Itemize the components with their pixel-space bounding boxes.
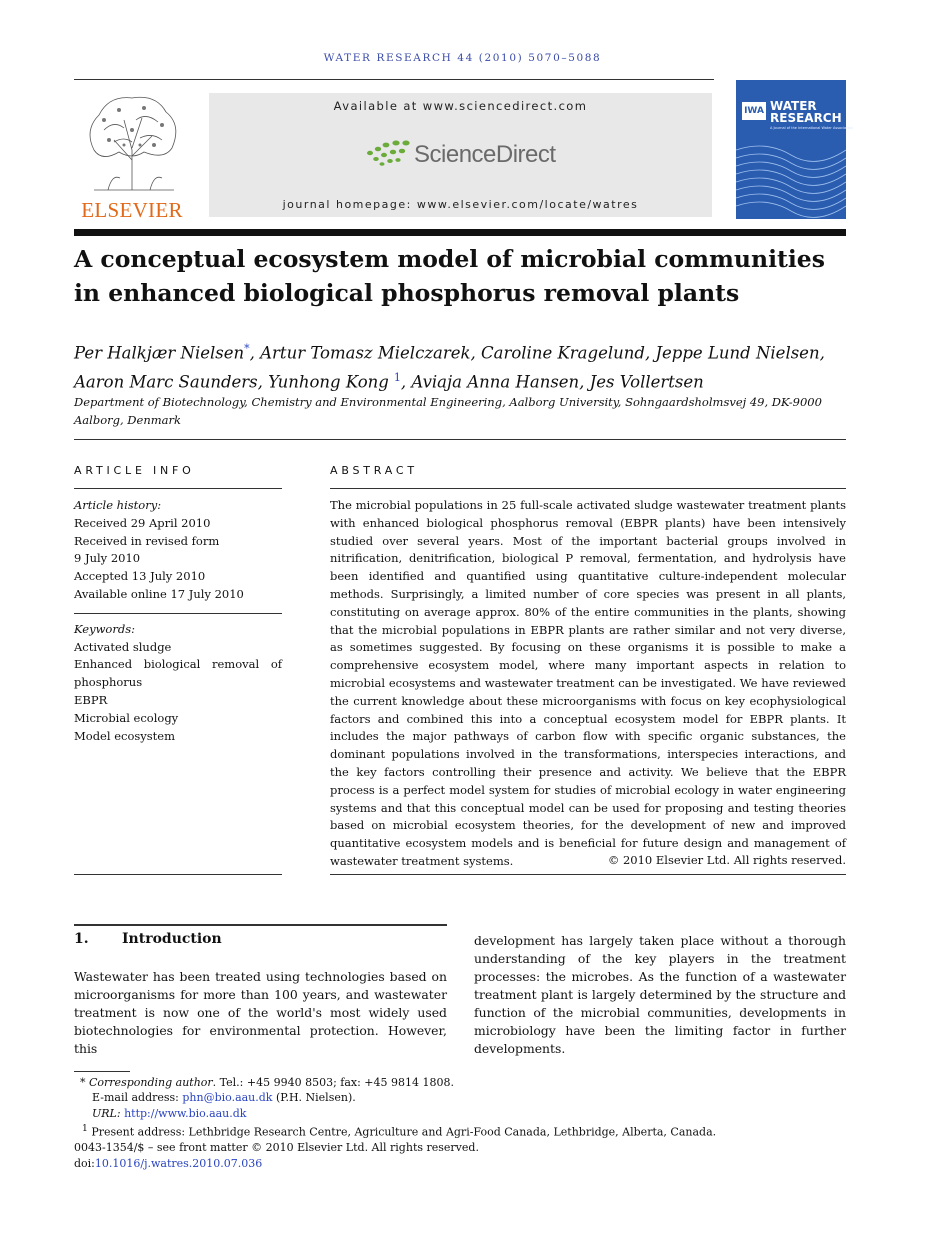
footnote-rule (74, 1071, 130, 1072)
history-item: Available online 17 July 2010 (74, 586, 244, 601)
keywords-label: Keywords: (74, 621, 135, 636)
email-link[interactable]: phn@bio.aau.dk (182, 1091, 273, 1105)
corresponding-author-mark[interactable]: * (244, 342, 250, 355)
article-title: A conceptual ecosystem model of microbial communities in enhanced biological phosphorus removal plants (74, 245, 825, 307)
article-info-rule (74, 488, 282, 489)
author-name: Per Halkjær Nielsen (74, 343, 245, 363)
footnotes: * Corresponding author. Tel.: +45 9940 8503; fax: +45 9814 1808. E-mail address: phn@bio.aau.dk (P.H. Nielsen). URL: http://www.bio.aau.dk $^1$ Present address: Lethbridge Research Centre, Agriculture and Agri-Food Canada, Lethbridge, Alberta, Canada. 0043-1354/$ – see front matter © 2010 Elsevier Ltd. All rights reserved. doi:10.1016/j.watres.2010.07.036 (74, 1076, 717, 1170)
abstract-rule (330, 488, 846, 489)
author-list: Per Halkjær Nielsen*, Artur Tomasz Mielczarek, Caroline Kragelund, Jeppe Lund Nielsen, Aaron Marc Saunders, Yunhong Kong $^1$, Aviaja Anna Hansen, Jes Vollertsen (74, 342, 825, 391)
doi-link[interactable]: 10.1016/j.watres.2010.07.036 (94, 1156, 263, 1170)
keyword: Model ecosystem (74, 728, 176, 743)
affiliation: Department of Biotechnology, Chemistry and Environmental Engineering, Aalborg University, Sohngaardsholmsvej 49, DK-9000 Aalborg, Denmark (74, 395, 822, 427)
issn-line: 0043-1354/$ – see front matter © 2010 Elsevier Ltd. All rights reserved. (74, 1141, 479, 1155)
sciencedirect-wordmark: ScienceDirect (414, 141, 556, 168)
iwa-logo: IWA (742, 102, 766, 120)
abstract-copyright: © 2010 Elsevier Ltd. All rights reserved. (607, 853, 846, 867)
abstract-end-rule (330, 874, 846, 875)
header-rule (74, 79, 714, 80)
sciencedirect-logo[interactable] (364, 139, 564, 175)
abstract-text: The microbial populations in 25 full-scale activated sludge wastewater treatment plants with enhanced biological phosphorus removal (EBPR plants) have been intensively studied over several years. Most of the important bacterial groups involved in nitrification, denitrification, biological P removal, fermentation, and hydrolysis have been identified and quantified using quantitative culture-independent molecular methods. Surprisingly, a limited number of core species was present in all plants, constituting on average approx. 80% of the entire communities in the plants, showing that the microbial populations in EBPR plants are rather similar and not very diverse, as sometimes suggested. By focusing on these organisms it is possible to make a comprehensive ecosystem model, where many important aspects in relation to microbial ecosystems and wastewater treatment can be investigated. We have reviewed the current knowledge about these microorganisms with focus on key ecophysiological factors and combined this into a conceptual ecosystem model for EBPR plants. It includes the major pathways of carbon flow with specific organic substances, the dominant populations involved in the transformations, interspecies interactions, and the key factors controlling their presence and activity. We believe that the EBPR process is a perfect model system for studies of microbial ecology in water engineering systems and that this conceptual model can be used for proposing and testing theories based on microbial ecosystem theories, for the development of new and improved quantitative ecosystem models and is beneficial for future design and management of wastewater treatment systems. (330, 498, 846, 868)
elsevier-wordmark: ELSEVIER (81, 198, 183, 222)
keywords-rule (74, 613, 282, 614)
available-at-text[interactable]: Available at www.sciencedirect.com (333, 99, 588, 113)
section-heading: 1. Introduction (74, 931, 222, 947)
journal-homepage-link[interactable]: journal homepage: www.elsevier.com/locate/watres (282, 198, 639, 211)
keyword: EBPR (74, 692, 108, 707)
running-head: WATER RESEARCH 44 (2010) 5070–5088 (323, 52, 602, 64)
cover-title: WATER RESEARCH (770, 99, 842, 125)
history-item: Accepted 13 July 2010 (74, 569, 206, 584)
article-info-end-rule (74, 874, 282, 875)
footnote-mark[interactable]: 1 (393, 370, 401, 384)
history-item: 9 July 2010 (74, 551, 141, 566)
keyword: Microbial ecology (74, 710, 179, 725)
history-item: Received 29 April 2010 (74, 515, 211, 530)
affiliation-rule (74, 439, 846, 440)
elsevier-tree-icon (74, 90, 190, 194)
elsevier-logo[interactable] (74, 90, 194, 222)
article-info (74, 497, 282, 745)
history-label: Article history: (74, 498, 162, 512)
intro-right-column: development has largely taken place without a thorough understanding of the key players in the treatment processes: the microbes. As the function of a wastewater treatment plant is largely determined by the structure and function of the microbial communities, developments in microbiology have been the limiting factor in further developments. (474, 933, 846, 1056)
intro-left-column: Wastewater has been treated using technologies based on microorganisms for more than 100 years, and wastewater treatment is now one of the world's most widely used biotechnologies for environmental protection. However, this (74, 969, 447, 1056)
journal-cover[interactable] (736, 80, 853, 219)
history-item: Received in revised form (74, 533, 220, 548)
cover-subtitle: A Journal of the International Water Association (770, 126, 853, 130)
keyword: Activated sludge (74, 639, 172, 654)
abstract-heading: ABSTRACT (330, 464, 418, 477)
url-link[interactable]: http://www.bio.aau.dk (124, 1106, 247, 1120)
sciencedirect-dots-icon (364, 139, 412, 173)
sciencedirect-banner (209, 93, 712, 217)
keyword: Enhanced biological removal of phosphorus (74, 657, 282, 690)
article-info-heading: ARTICLE INFO (74, 464, 195, 477)
intro-rule (74, 924, 447, 926)
masthead-rule (74, 229, 846, 236)
